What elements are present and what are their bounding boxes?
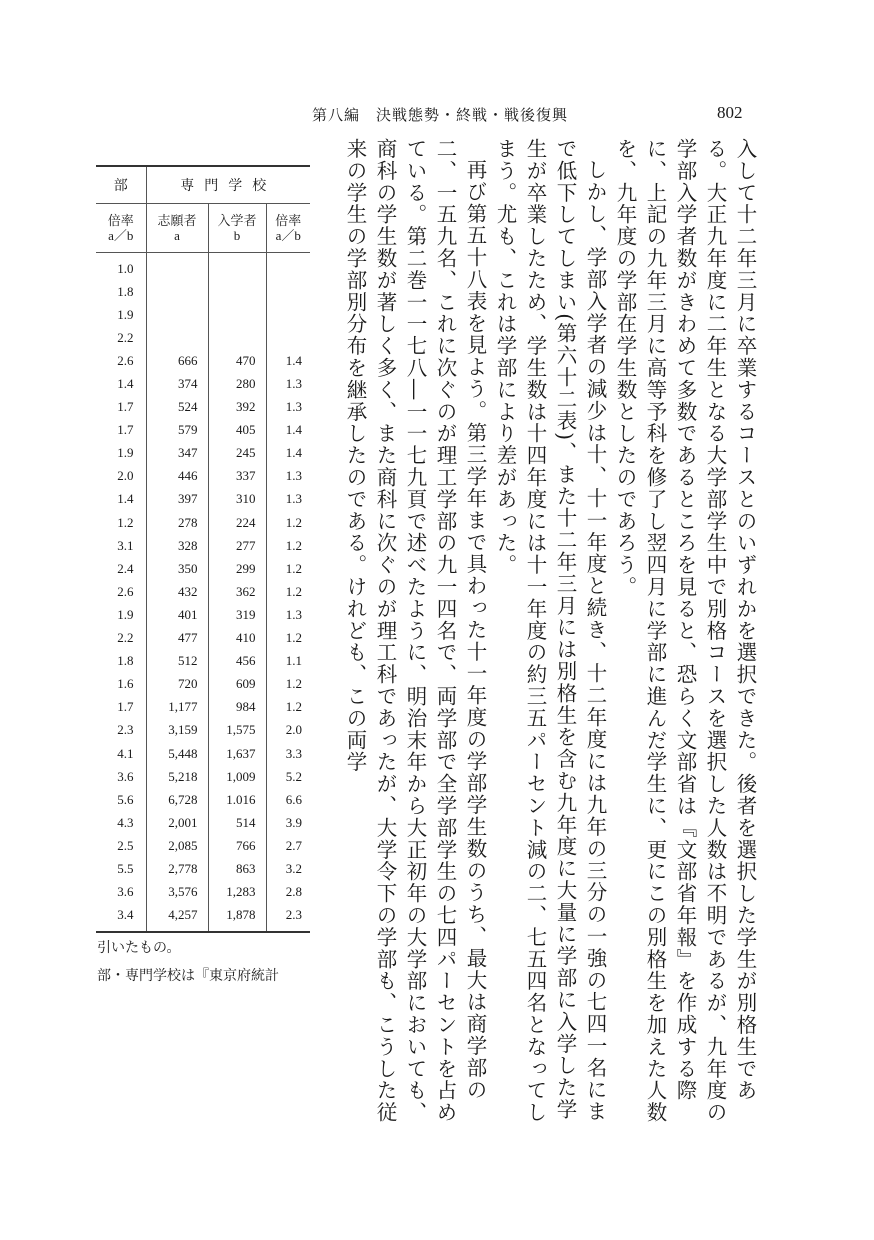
table-cell: 1.7 xyxy=(117,399,134,415)
table-cell: 401 xyxy=(146,603,208,626)
table-cell: 1.4 xyxy=(117,376,134,392)
table-cell: 514 xyxy=(208,811,266,834)
table-cell: 432 xyxy=(146,580,208,603)
table-cell: 1.3 xyxy=(266,603,310,626)
table-cell xyxy=(146,253,208,281)
table-cell: 2.4 xyxy=(117,560,134,576)
table-cell: 1.9 xyxy=(117,306,134,322)
column-header-4: 倍率 a／b xyxy=(266,204,310,253)
table-cell: 3,159 xyxy=(146,719,208,742)
table-cell: 984 xyxy=(208,696,266,719)
table-cell: 666 xyxy=(146,349,208,372)
table-row xyxy=(96,442,310,465)
table-cell: 6.6 xyxy=(266,788,310,811)
table-cell: 1,637 xyxy=(208,742,266,765)
running-head: 第八編 決戦態勢・終戦・戦後復興 xyxy=(312,106,569,124)
table-cell: 720 xyxy=(146,673,208,696)
table-cell: 609 xyxy=(208,673,266,696)
table-cell: 1.2 xyxy=(266,534,310,557)
table-cell: 766 xyxy=(208,834,266,857)
table-row xyxy=(96,603,310,626)
table-cell: 1.8 xyxy=(117,653,134,669)
table-cell: 397 xyxy=(146,488,208,511)
table-cell: 579 xyxy=(146,419,208,442)
table-cell: 1,878 xyxy=(208,904,266,932)
table-column-header-row xyxy=(96,204,310,253)
table-cell: 4.3 xyxy=(117,814,134,830)
table-cell: 3.6 xyxy=(117,884,134,900)
table-cell: 1.016 xyxy=(208,788,266,811)
table-cell: 1.2 xyxy=(266,673,310,696)
table-cell: 2,001 xyxy=(146,811,208,834)
table-cell: 319 xyxy=(208,603,266,626)
table-row xyxy=(96,534,310,557)
table-cell: 3.9 xyxy=(266,811,310,834)
table-row xyxy=(96,372,310,395)
table-cell xyxy=(266,303,310,326)
table-cell: 1,177 xyxy=(146,696,208,719)
table-cell: 5.5 xyxy=(117,860,134,876)
table-cell: 4,257 xyxy=(146,904,208,932)
table-row xyxy=(96,696,310,719)
table-row xyxy=(96,627,310,650)
table-cell: 1.7 xyxy=(117,699,134,715)
column-header-2: 志願者 a xyxy=(146,204,208,253)
table-cell: 1.2 xyxy=(266,557,310,580)
table-cell: 299 xyxy=(208,557,266,580)
table-cell: 1.3 xyxy=(266,465,310,488)
table-cell: 3.2 xyxy=(266,857,310,880)
table-row xyxy=(96,650,310,673)
table-cell xyxy=(208,326,266,349)
table-cell: 1.4 xyxy=(266,419,310,442)
table-cell: 1,575 xyxy=(208,719,266,742)
table-cell: 278 xyxy=(146,511,208,534)
table-cell: 1.3 xyxy=(266,396,310,419)
table-cell xyxy=(146,303,208,326)
table-cell xyxy=(266,253,310,281)
table-cell: 3.1 xyxy=(117,537,134,553)
table-cell: 2.7 xyxy=(266,834,310,857)
table-cell: 1.6 xyxy=(117,676,134,692)
table-cell xyxy=(208,303,266,326)
table-cell xyxy=(266,326,310,349)
table-cell: 2.0 xyxy=(117,468,134,484)
table-cell: 1.2 xyxy=(266,511,310,534)
note-line-1: 引いたもの。 xyxy=(97,940,181,956)
table-cell: 410 xyxy=(208,627,266,650)
table-cell: 374 xyxy=(146,372,208,395)
table-cell: 3.6 xyxy=(117,768,134,784)
table-cell: 2.3 xyxy=(117,722,134,738)
table-cell: 1.1 xyxy=(266,650,310,673)
table-cell: 1.7 xyxy=(117,422,134,438)
table-cell: 1.4 xyxy=(266,349,310,372)
table-cell: 3.3 xyxy=(266,742,310,765)
table-notes xyxy=(97,934,279,990)
table-row xyxy=(96,349,310,372)
table-cell: 5.6 xyxy=(117,791,134,807)
table-row xyxy=(96,719,310,742)
table-row xyxy=(96,488,310,511)
table-cell: 2,778 xyxy=(146,857,208,880)
table-cell: 3.4 xyxy=(96,904,146,932)
body-text xyxy=(340,138,760,1138)
table-cell: 2.6 xyxy=(117,352,134,368)
table-cell: 863 xyxy=(208,857,266,880)
table-cell: 2.8 xyxy=(266,881,310,904)
table-row xyxy=(96,396,310,419)
table-cell: 1.2 xyxy=(266,696,310,719)
table-cell: 524 xyxy=(146,396,208,419)
table-cell: 405 xyxy=(208,419,266,442)
table-cell: 1.3 xyxy=(266,372,310,395)
table-cell: 2.3 xyxy=(266,904,310,932)
table-cell: 392 xyxy=(208,396,266,419)
table-cell: 328 xyxy=(146,534,208,557)
table-cell: 5,448 xyxy=(146,742,208,765)
table-cell: 2.5 xyxy=(117,837,134,853)
table-cell: 2.2 xyxy=(117,329,134,345)
table-cell: 245 xyxy=(208,442,266,465)
page-number: 802 xyxy=(717,103,743,122)
paragraph-1: 入して十二年三月に卒業するコースとのいずれかを選択できた。後者を選択した学生が別格生である。大正九年度に二年生となる大学部学生中で別格コースを選択した人数は不明であるが、九年度の学部入学者数がきわめて多数であるところを見ると、恐らく文部省は『文部省年報』を作成する際に、上記の九年三月に高等予科を修了し翌四月に学部に進んだ学生に、更にこの別格生を加えた人数を、九年度の学部在学生数としたのであろう。 xyxy=(613,138,757,1124)
table-cell: 1.9 xyxy=(117,445,134,461)
table-cell: 446 xyxy=(146,465,208,488)
note-line-2: 部・専門学校は『東京府統計 xyxy=(97,968,279,984)
table-cell: 512 xyxy=(146,650,208,673)
table-cell: 224 xyxy=(208,511,266,534)
table-cell xyxy=(146,280,208,303)
table-cell: 310 xyxy=(208,488,266,511)
table-cell: 1.3 xyxy=(266,488,310,511)
table-row xyxy=(96,511,310,534)
table-cell: 277 xyxy=(208,534,266,557)
table-row xyxy=(96,881,310,904)
table-cell: 4.1 xyxy=(117,745,134,761)
table-row xyxy=(96,580,310,603)
paragraph-3: 再び第五十八表を見よう。第三学年まで具わった十一年度の学部学生数のうち、最大は商学部の二、一五九名、これに次ぐのが理工学部の九一四名で、両学部で全学部学生の七四パーセントを占めている。第二巻一一七八―一一七九頁で述べたように、明治末年から大正初年の大学部においても、商科の学生数が著しく多く、また商科に次ぐのが理工科であったが、大学令下の学部も、こうした従来の学生の学部別分布を継承したのである。けれども、この両学 xyxy=(343,138,487,1124)
table-row xyxy=(96,857,310,880)
table-row xyxy=(96,303,310,326)
table-cell: 2.6 xyxy=(117,583,134,599)
table-cell: 1,009 xyxy=(208,765,266,788)
table-row xyxy=(96,788,310,811)
table-row xyxy=(96,811,310,834)
table-cell: 1.4 xyxy=(266,442,310,465)
table-cell: 5,218 xyxy=(146,765,208,788)
statistics-table xyxy=(96,165,310,933)
table-cell: 477 xyxy=(146,627,208,650)
table-cell: 1.9 xyxy=(117,606,134,622)
table-cell: 6,728 xyxy=(146,788,208,811)
paragraph-2: しかし、学部入学者の減少は十、十一年度と続き、十二年度には九年の三分の一強の七四一名にまで低下してしまい(第六十二表)、また十二年三月には別格生を含む九年度に大量に学部に入学した学生が卒業したため、学生数は十四年度には十一年度の約三五パーセント減の二、七五四名となってしまう。尤も、これは学部により差があった。 xyxy=(493,138,607,1124)
table-group-header-row xyxy=(96,166,310,204)
table-body xyxy=(96,253,310,932)
table-cell: 362 xyxy=(208,580,266,603)
table-cell: 3,576 xyxy=(146,881,208,904)
table-cell: 1.4 xyxy=(117,491,134,507)
table-cell xyxy=(208,280,266,303)
table-cell xyxy=(146,326,208,349)
column-header-3: 入学者 b xyxy=(208,204,266,253)
table-cell: 1.2 xyxy=(266,580,310,603)
table-cell: 1.0 xyxy=(117,260,134,276)
column-header-1: 倍率 a／b xyxy=(96,204,146,253)
table-row xyxy=(96,419,310,442)
table-cell xyxy=(266,280,310,303)
table-row xyxy=(96,765,310,788)
table-cell: 470 xyxy=(208,349,266,372)
table-cell: 456 xyxy=(208,650,266,673)
table-row xyxy=(96,742,310,765)
table-cell xyxy=(208,253,266,281)
group-header-left: 部 xyxy=(96,166,146,204)
table-cell: 337 xyxy=(208,465,266,488)
table-row xyxy=(96,253,310,281)
table-cell: 347 xyxy=(146,442,208,465)
table-cell: 350 xyxy=(146,557,208,580)
table-cell: 280 xyxy=(208,372,266,395)
table-cell: 2,085 xyxy=(146,834,208,857)
table-cell: 2.2 xyxy=(117,630,134,646)
table-cell: 1.2 xyxy=(117,514,134,530)
table-row xyxy=(96,280,310,303)
table-row xyxy=(96,465,310,488)
table-cell: 1,283 xyxy=(208,881,266,904)
group-header-right: 専門学校 xyxy=(146,166,310,204)
table-cell: 1.8 xyxy=(117,283,134,299)
table-row xyxy=(96,673,310,696)
table-cell: 2.0 xyxy=(266,719,310,742)
table-row xyxy=(96,834,310,857)
table-row xyxy=(96,904,310,932)
table-cell: 5.2 xyxy=(266,765,310,788)
table-row xyxy=(96,326,310,349)
table-row xyxy=(96,557,310,580)
table-cell: 1.2 xyxy=(266,627,310,650)
